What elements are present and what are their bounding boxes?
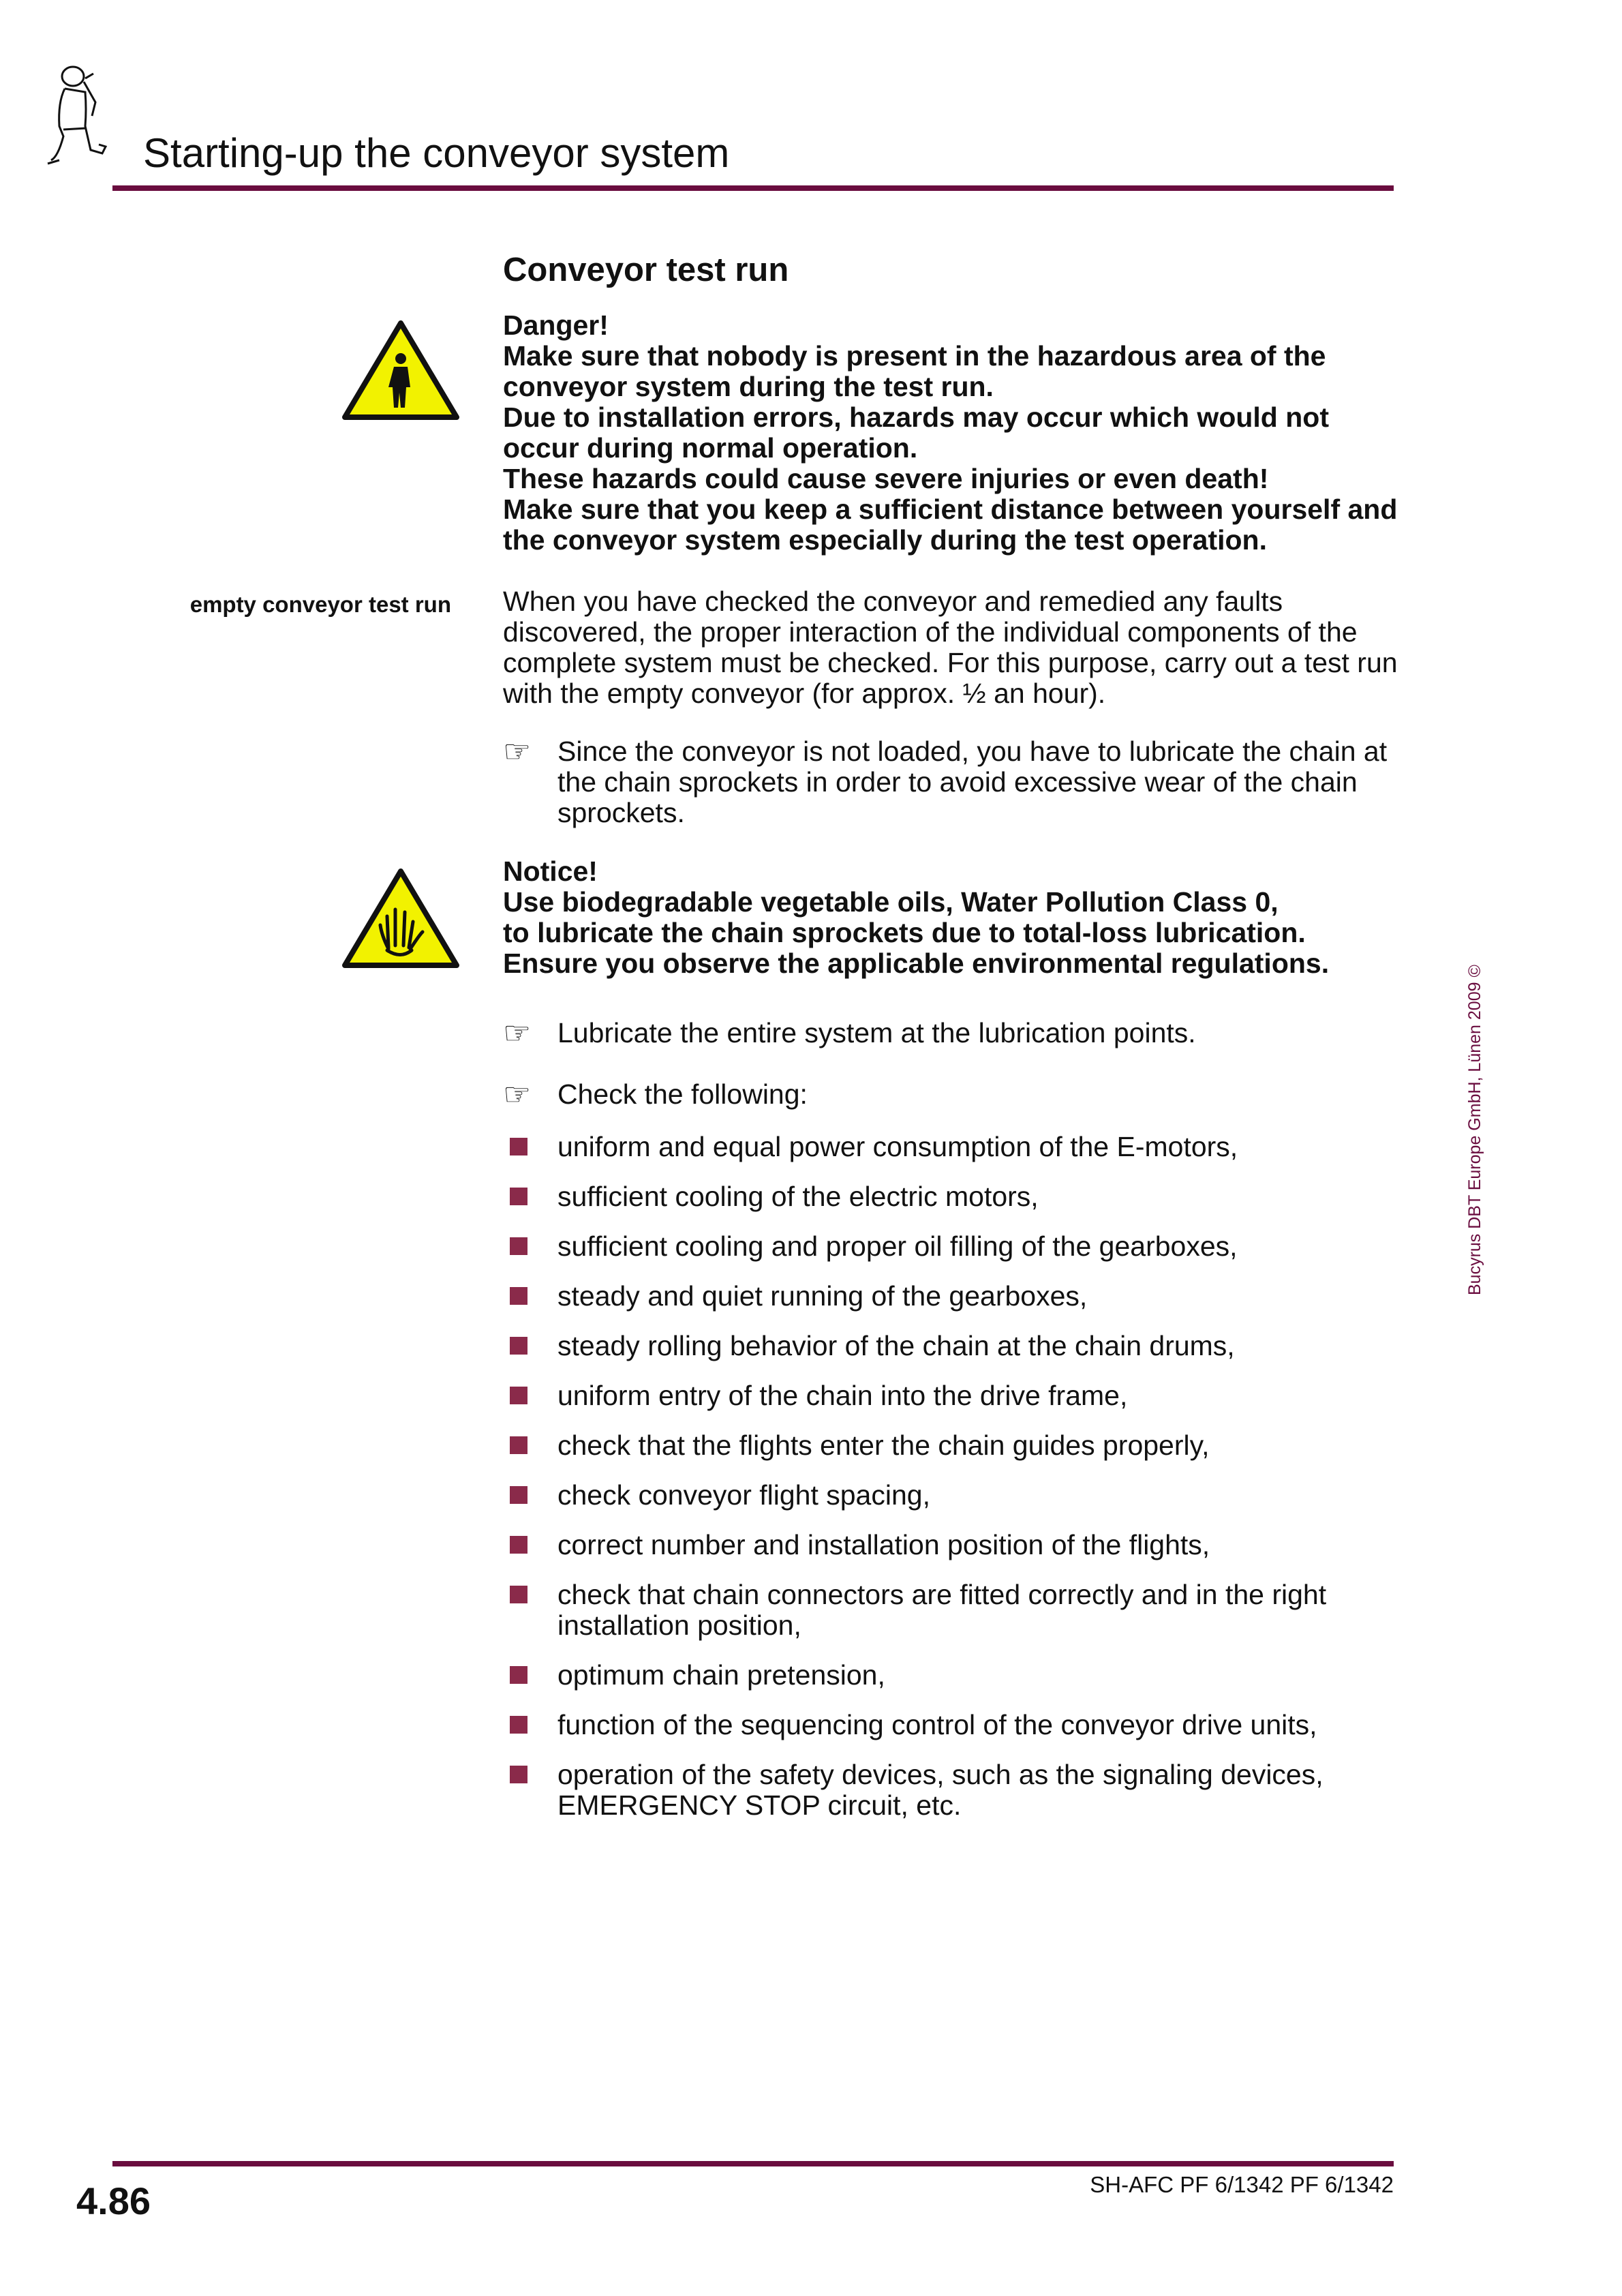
checklist-item [503,1530,1389,1560]
checklist-text: operation of the safety devices, such as the signaling devices, EMERGENCY STOP circuit, etc. [557,1759,1323,1821]
checklist-text: sufficient cooling of the electric motors, [557,1181,1039,1212]
checklist-item [503,1710,1389,1740]
notice-line: to lubricate the chain sprockets due to total-loss lubrication. [503,917,1306,948]
danger-line: Make sure that you keep a sufficient distance between yourself and the conveyor system especially during the test operation. [503,494,1398,556]
hint-check-following [503,1076,1403,1112]
checklist-text: correct number and installation position of the flights, [557,1529,1210,1560]
danger-line: Due to installation errors, hazards may occur which would not occur during normal operation. [503,402,1329,464]
copyright-notice: Bucyrus DBT Europe GmbH, Lünen 2009 © [1465,965,1484,1295]
checklist-item [503,1759,1389,1821]
danger-warning-block [503,310,1403,556]
margin-note: empty conveyor test run [189,592,451,617]
danger-heading: Danger! [503,309,609,341]
hint-text: Since the conveyor is not loaded, you have to lubricate the chain at the chain sprockets in order to avoid excessive wear of the chain sprockets. [557,736,1388,828]
pointing-hand-icon: ☞ [503,1076,532,1112]
notice-block [503,856,1403,979]
bullet-square-icon [510,1237,527,1255]
hint-text: Lubricate the entire system at the lubrication points. [557,1017,1196,1048]
bullet-square-icon [510,1666,527,1684]
checklist-item [503,1430,1389,1461]
hint-text: Check the following: [557,1078,808,1110]
checklist-item [503,1580,1389,1641]
checklist-item [503,1181,1389,1212]
bullet-square-icon [510,1337,527,1355]
bullet-square-icon [510,1436,527,1454]
footer-rule [112,2161,1394,2166]
danger-line: Make sure that nobody is present in the hazardous area of the conveyor system during the test run. [503,340,1326,402]
bullet-square-icon [510,1586,527,1603]
checklist-text: check that chain connectors are fitted correctly and in the right installation position, [557,1579,1327,1641]
checklist-item [503,1380,1389,1411]
bullet-square-icon [510,1188,527,1205]
document-id: SH-AFC PF 6/1342 PF 6/1342 [1090,2172,1394,2197]
danger-line: These hazards could cause severe injuries or even death! [503,463,1269,494]
bullet-square-icon [510,1486,527,1504]
checklist-text: check conveyor flight spacing, [557,1479,930,1511]
intro-paragraph: When you have checked the conveyor and remedied any faults discovered, the proper interaction of the individual components of the complete system must be checked. For this purpose, carry out a test run with the empty conveyor (for approx. ½ an hour). [503,586,1398,709]
page-number: 4.86 [76,2179,151,2222]
checklist-text: check that the flights enter the chain guides properly, [557,1430,1210,1461]
checklist-text: uniform entry of the chain into the drive frame, [557,1380,1128,1411]
header-rule [112,185,1394,191]
pointing-hand-icon: ☞ [503,734,532,769]
checklist-item [503,1231,1389,1262]
worker-illustration-icon [44,61,140,170]
checklist-text: optimum chain pretension, [557,1659,885,1691]
page-header-title: Starting-up the conveyor system [143,130,730,176]
bullet-square-icon [510,1536,527,1554]
checklist-text: function of the sequencing control of the conveyor drive units, [557,1709,1317,1740]
notice-hand-warning-icon [341,867,461,969]
notice-line: Use biodegradable vegetable oils, Water Pollution Class 0, [503,886,1279,918]
bullet-square-icon [510,1766,527,1783]
checklist-text: sufficient cooling and proper oil filling of the gearboxes, [557,1230,1238,1262]
checklist-item [503,1480,1389,1511]
checklist-text: steady rolling behavior of the chain at the chain drums, [557,1330,1235,1361]
hint-lubricate-system [503,1015,1403,1051]
checklist-item [503,1281,1389,1312]
danger-warning-icon [341,319,461,421]
hint-lubricate-sprockets [503,736,1403,828]
bullet-square-icon [510,1387,527,1404]
section-title: Conveyor test run [503,252,789,288]
checklist-item [503,1331,1389,1361]
checklist-item [503,1660,1389,1691]
notice-heading: Notice! [503,856,598,887]
bullet-square-icon [510,1138,527,1155]
checklist-text: steady and quiet running of the gearboxes, [557,1280,1088,1312]
notice-line: Ensure you observe the applicable environmental regulations. [503,948,1330,979]
bullet-square-icon [510,1716,527,1734]
checklist-item [503,1132,1389,1162]
pointing-hand-icon: ☞ [503,1015,532,1051]
checklist [503,1132,1389,1840]
checklist-text: uniform and equal power consumption of the E-motors, [557,1131,1238,1162]
bullet-square-icon [510,1287,527,1305]
